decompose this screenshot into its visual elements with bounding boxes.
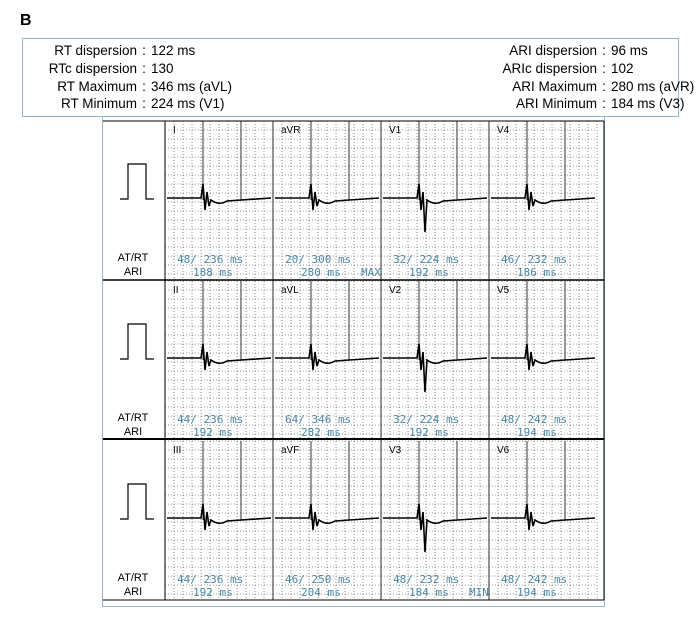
at-rt-value: 44/ 236 ms [177,413,244,426]
summary-label: RT dispersion [54,43,137,58]
summary-value: 224 ms (V1) [151,96,225,111]
summary-value: 102 [611,61,634,76]
ari-value: 192 ms [193,426,233,439]
lead-name: V3 [389,445,402,456]
stimulus-pulse-icon [120,164,154,199]
lead-name: aVR [281,125,301,136]
panel-letter: B [20,12,32,29]
stimulus-pulse-icon [120,324,154,359]
at-rt-value: 48/ 242 ms [501,413,568,426]
aric-dispersion-row: ARIc dispersion : 102 [463,60,634,77]
at-rt-value: 44/ 236 ms [177,573,244,586]
rtc-dispersion-row: RTc dispersion : 130 [31,60,174,77]
lead-name: aVL [281,285,299,296]
rt-minimum-row: RT Minimum : 224 ms (V1) [31,95,225,112]
ari-minimum-row: ARI Minimum : 184 ms (V3) [463,95,685,112]
lead-name: V5 [497,285,510,296]
lead-name: II [173,285,179,296]
ari-value: 192 ms [409,266,449,279]
rt-dispersion-row: RT dispersion : 122 ms [31,42,195,59]
at-rt-value: 48/ 236 ms [177,253,244,266]
extreme-flag: MAX [361,266,381,279]
ari-value: 280 ms [301,266,341,279]
summary-value: 130 [151,61,174,76]
summary-label: ARI Maximum [512,79,597,94]
lead-name: V4 [497,125,510,136]
summary-value: 346 ms (aVL) [151,79,233,94]
at-rt-value: 32/ 224 ms [393,413,460,426]
lead-name: V1 [389,125,402,136]
ari-value: 192 ms [409,426,449,439]
ari-value: 184 ms [409,586,449,599]
ari-value: 188 ms [193,266,233,279]
lead-name: V6 [497,445,510,456]
ari-value: 186 ms [517,266,557,279]
summary-label: ARI Minimum [515,96,597,111]
summary-label: ARIc dispersion [502,61,597,76]
ari-value: 194 ms [517,586,557,599]
ari-label: ARI [123,426,143,438]
at-rt-value: 48/ 232 ms [393,573,460,586]
ari-value: 282 ms [301,426,341,439]
lead-name: III [173,445,182,456]
ari-value: 194 ms [517,426,557,439]
at-rt-value: 46/ 232 ms [501,253,568,266]
lead-name: I [173,125,176,136]
summary-label: RTc dispersion [48,61,137,76]
ari-value: 192 ms [193,586,233,599]
summary-value: 96 ms [611,43,648,58]
lead-name: aVF [281,445,300,456]
rt-maximum-row: RT Maximum : 346 ms (aVL) [31,78,232,95]
at-rt-label: AT/RT [117,412,149,424]
at-rt-value: 20/ 300 ms [285,253,352,266]
summary-label: ARI dispersion [509,43,597,58]
ari-dispersion-row: ARI dispersion : 96 ms [463,42,648,59]
summary-value: 184 ms (V3) [611,96,685,111]
stimulus-pulse-icon [120,484,154,519]
summary-value: 280 ms (aVR) [611,79,695,94]
ari-label: ARI [123,586,143,598]
at-rt-value: 48/ 242 ms [501,573,568,586]
ari-label: ARI [123,266,143,278]
summary-label: RT Minimum [60,96,137,111]
at-rt-value: 64/ 346 ms [285,413,352,426]
summary-label: RT Maximum [57,79,137,94]
extreme-flag: MIN [469,586,489,599]
at-rt-label: AT/RT [117,572,149,584]
at-rt-value: 46/ 250 ms [285,573,352,586]
lead-name: V2 [389,285,402,296]
at-rt-label: AT/RT [117,252,149,264]
ari-value: 204 ms [301,586,341,599]
summary-value: 122 ms [151,43,196,58]
at-rt-value: 32/ 224 ms [393,253,460,266]
ari-maximum-row: ARI Maximum : 280 ms (aVR) [463,78,694,95]
